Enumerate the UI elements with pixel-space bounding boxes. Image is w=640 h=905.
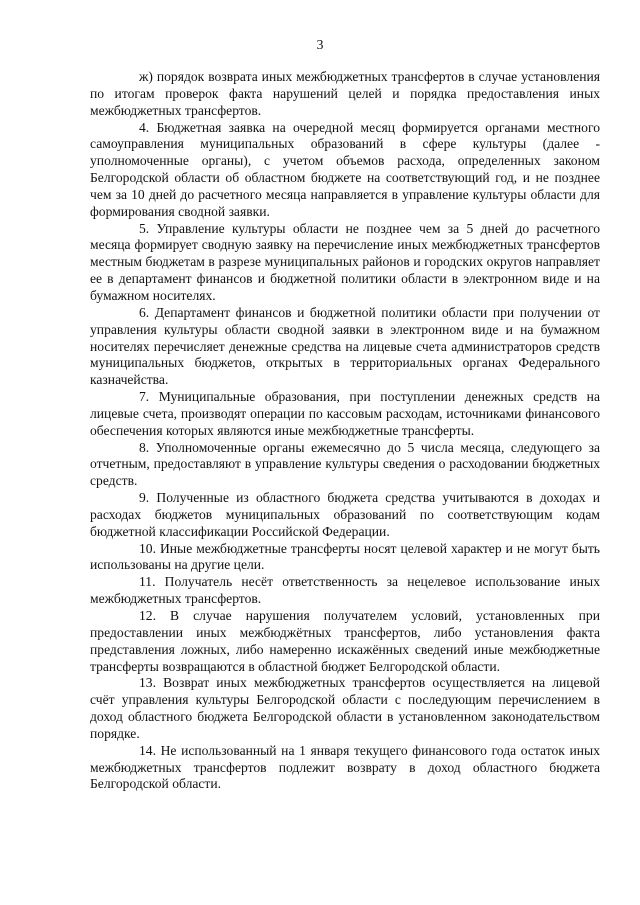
paragraph-11: 11. Получатель несёт ответственность за нецелевое использование иных межбюджетных трансфертов. [90, 574, 600, 607]
paragraph-14: 14. Не использованный на 1 января текущего финансового года остаток иных межбюджетных трансфертов подлежит возврату в доход областного бюджета Белгородской области. [90, 742, 600, 792]
paragraph-6: 6. Департамент финансов и бюджетной политики области при получении от управления культуры области сводной заявки в электронном виде и на бумажном носителях перечисляет денежные средства на лицевые счета администраторов средств муниципальных бюджетов, открытых в территориальных органах Федерального казначейства. [90, 304, 600, 388]
paragraph-13: 13. Возврат иных межбюджетных трансфертов осуществляется на лицевой счёт управления культуры Белгородской области с последующим перечислением в доход областного бюджета Белгородской области в установленном законодательством порядке. [90, 675, 600, 741]
paragraph-8: 8. Уполномоченные органы ежемесячно до 5 числа месяца, следующего за отчетным, предоставляют в управление культуры сведения о расходовании бюджетных средств. [90, 439, 600, 489]
paragraph-9: 9. Полученные из областного бюджета средства учитываются в доходах и расходах бюджетов муниципальных образований по соответствующим кодам бюджетной классификации Российской Федерации. [90, 490, 600, 539]
paragraph-4: 4. Бюджетная заявка на очередной месяц формируется органами местного самоуправления муниципальных образований в сфере культуры (далее - уполномоченные органы), с учетом объемов расхода, определенных законом Белгородской области об областном бюджете на соответствующий год, и не позднее чем за 10 дней до расчетного месяца направляется в управление культуры области для формирования сводной заявки. [90, 119, 600, 219]
document-body [90, 69, 600, 793]
paragraph-12: 12. В случае нарушения получателем условий, установленных при предоставлении иных межбюджётных трансфертов, либо установления факта представления ложных, либо намеренно искажённых сведений иные межбюджетные трансферты возвращаются в областной бюджет Белгородской области. [90, 608, 600, 674]
page-number: 3 [316, 38, 324, 53]
paragraph-item-zh: ж) порядок возврата иных межбюджетных трансфертов в случае установления по итогам проверок факта нарушений целей и порядка предоставления иных межбюджетных трансфертов. [90, 69, 600, 118]
paragraph-10: 10. Иные межбюджетные трансферты носят целевой характер и не могут быть использованы на другие цели. [90, 540, 600, 573]
paragraph-7: 7. Муниципальные образования, при поступлении денежных средств на лицевые счета, производят операции по кассовым расходам, источниками финансового обеспечения которых являются иные межбюджетные трансферты. [90, 389, 600, 438]
paragraph-5: 5. Управление культуры области не позднее чем за 5 дней до расчетного месяца формирует сводную заявку на перечисление иных межбюджетных трансфертов местным бюджетам в разрезе муниципальных районов и городских округов направляет ее в департамент финансов и бюджетной политики области в электронном виде и на бумажном носителях. [90, 220, 600, 303]
